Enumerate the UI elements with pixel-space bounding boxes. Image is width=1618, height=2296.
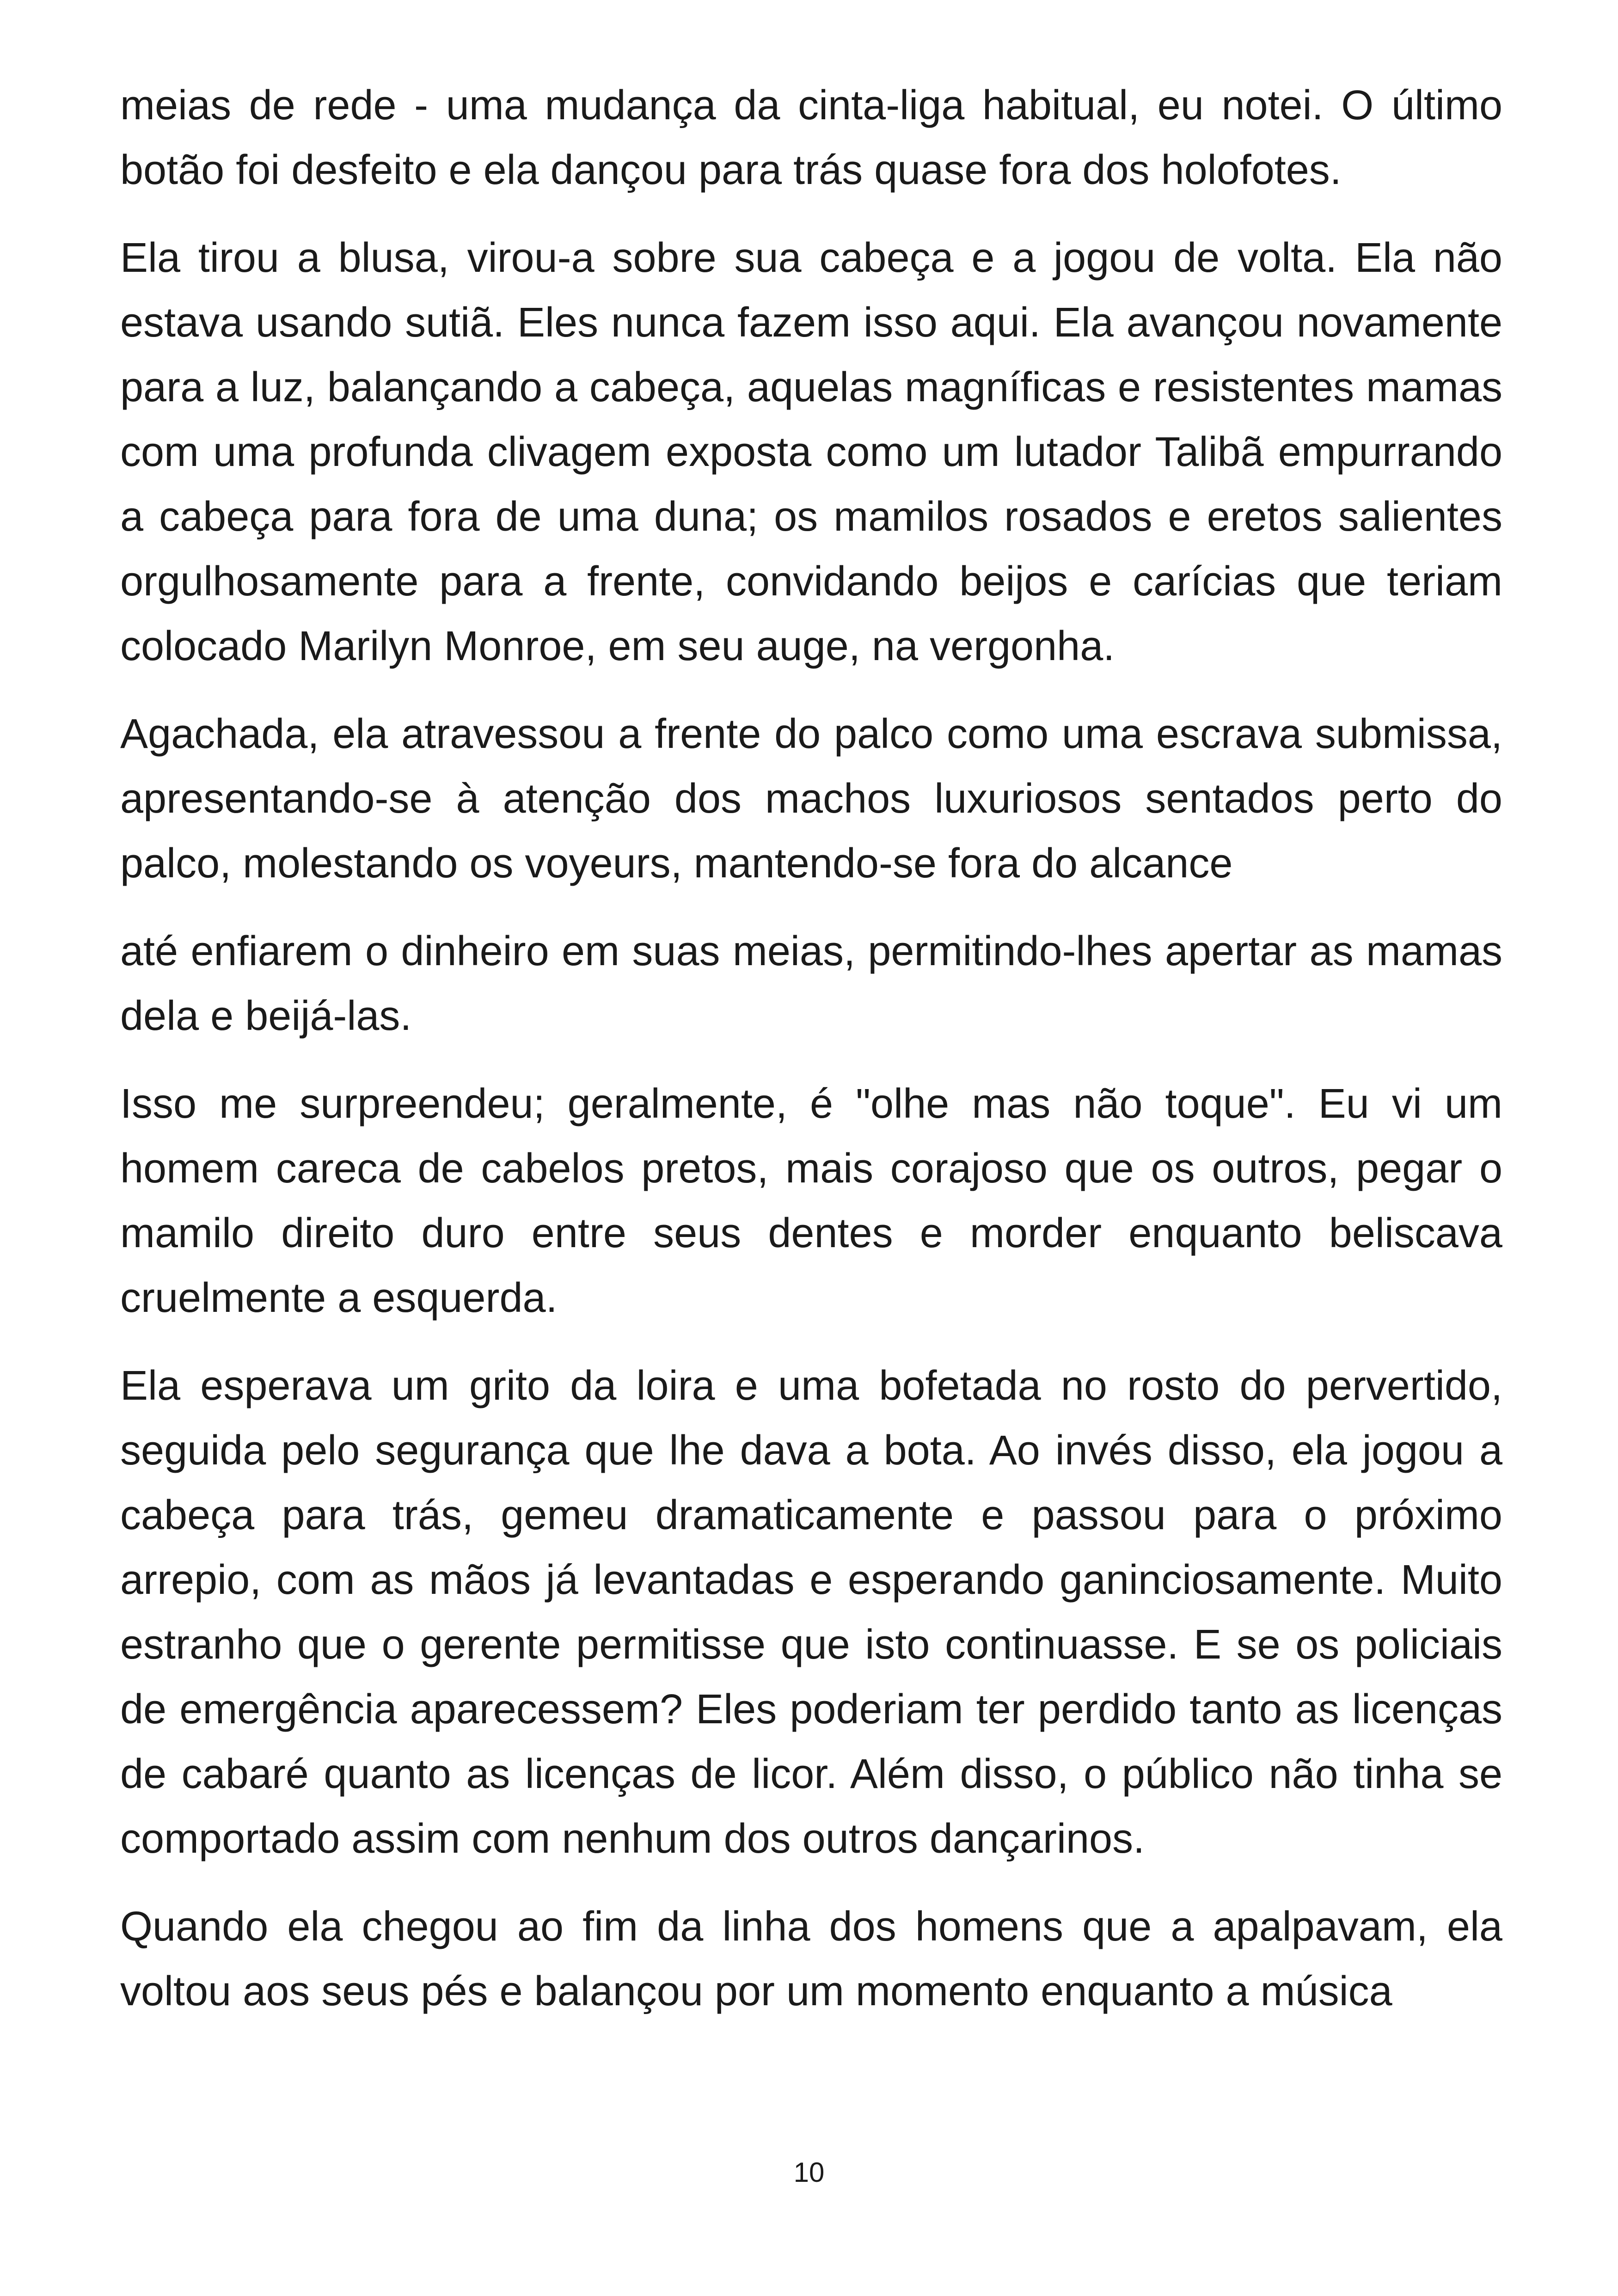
- paragraph-4: até enfiarem o dinheiro em suas meias, permitindo-lhes apertar as mamas dela e beijá-las.: [120, 928, 1502, 1039]
- paragraph-6: Ela esperava um grito da loira e uma bofetada no rosto do pervertido, seguida pelo segurança que lhe dava a bota. Ao invés disso, ela jogou a cabeça para trás, gemeu dramaticamente e passou para o próximo arrepio, com as mãos já levantadas e esperando ganinciosamente. Muito estranho que o gerente permitisse que isto continuasse. E se os policiais de emergência aparecessem? Eles poderiam ter perdido tanto as licenças de cabaré quanto as licenças de licor. Além disso, o público não tinha se comportado assim com nenhum dos outros dançarinos.: [120, 1363, 1502, 1862]
- paragraph-2: Ela tirou a blusa, virou-a sobre sua cabeça e a jogou de volta. Ela não estava usando sutiã. Eles nunca fazem isso aqui. Ela avançou novamente para a luz, balançando a cabeça, aquelas magníficas e resistentes mamas com uma profunda clivagem exposta como um lutador Talibã empurrando a cabeça para fora de uma duna; os mamilos rosados e eretos salientes orgulhosamente para a frente, convidando beijos e carícias que teriam colocado Marilyn Monroe, em seu auge, na vergonha.: [120, 235, 1502, 669]
- paragraph-7: Quando ela chegou ao fim da linha dos homens que a apalpavam, ela voltou aos seus pés e balançou por um momento enquanto a música: [120, 1904, 1502, 2014]
- body-text: [120, 73, 1502, 2047]
- paragraph-3: Agachada, ela atravessou a frente do palco como uma escrava submissa, apresentando-se à atenção dos machos luxuriosos sentados perto do palco, molestando os voyeurs, mantendo-se fora do alcance: [120, 711, 1502, 887]
- paragraph-1: meias de rede - uma mudança da cinta-liga habitual, eu notei. O último botão foi desfeito e ela dançou para trás quase fora dos holofotes.: [120, 82, 1502, 193]
- paragraph-5: Isso me surpreendeu; geralmente, é "olhe mas não toque". Eu vi um homem careca de cabelos pretos, mais corajoso que os outros, pegar o mamilo direito duro entre seus dentes e morder enquanto beliscava cruelmente a esquerda.: [120, 1081, 1502, 1321]
- page-number: 10: [793, 2157, 825, 2188]
